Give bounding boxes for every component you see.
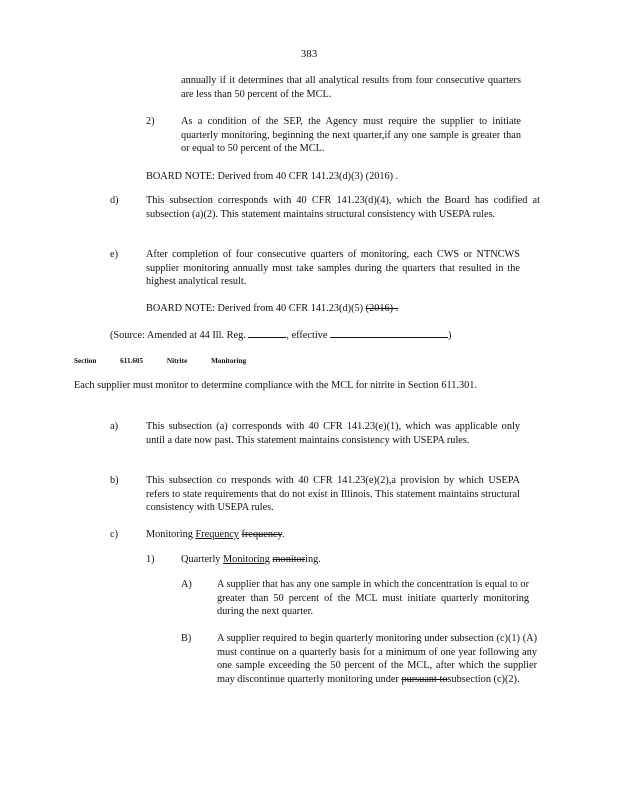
- reg-blank: [248, 327, 286, 338]
- inserted-word: Frequency: [195, 529, 239, 540]
- c-suffix: .: [282, 529, 285, 540]
- deleted-word: frequency: [241, 529, 283, 540]
- item-a-text: This subsection (a) corresponds with 40 CFR 141.23(e)(1), which was applicable only until a date now past. This statement maintains consistency with USEPA rules.: [146, 421, 520, 446]
- item-B-text: [217, 632, 537, 686]
- section-intro: Each supplier must monitor to determine compliance with the MCL for nitrite in Section 611.301.: [74, 380, 478, 391]
- source-end: ): [447, 330, 452, 341]
- item-label-B: B): [181, 633, 192, 644]
- inserted-word: Monitoring: [223, 554, 270, 565]
- section-heading: Section 611.605 Nitrite Monitoring: [74, 357, 247, 365]
- c1-suffix: ing.: [305, 554, 321, 565]
- effective-blank: [330, 327, 448, 338]
- item-label-c: c): [110, 529, 118, 540]
- subsection-continuation: annually if it determines that all analytical results from four consecutive quarters are less than 50 percent of the MCL.: [181, 75, 521, 100]
- item-b-text: This subsection co rresponds with 40 CFR 141.23(e)(2),a provision by which USEPA refers to state requirements that do not exist in Illinois. This statement maintains structural consistency with USEPA rules.: [146, 475, 520, 514]
- deleted-word: monitor: [272, 554, 306, 565]
- item-label-e: e): [110, 249, 118, 260]
- item-label-b: b): [110, 475, 119, 486]
- B-text-part-2: subsection (c)(2).: [447, 673, 520, 685]
- page-number: 383: [300, 48, 318, 60]
- c-prefix: Monitoring: [146, 529, 193, 540]
- source-prefix: (Source: Amended at 44 Ill. Reg.: [110, 330, 246, 341]
- source-mid: , effective: [286, 330, 328, 341]
- item-d-text: This subsection corresponds with 40 CFR 141.23(d)(4), which the Board has codified at subsection (a)(2). This statement maintains structural consistency with USEPA rules.: [146, 195, 540, 220]
- c1-prefix: Quarterly: [181, 554, 221, 565]
- B-text-part-1: A supplier required to begin quarterly monitoring under subsection (c)(1) (A) must continue on a quarterly basis for a minimum of one year following any one sample exceeding the 50 percent of the MCL, after which the supplier may discontinue quarterly monitoring under: [217, 633, 537, 685]
- item-2-text: As a condition of the SEP, the Agency must require the supplier to initiate quarterly monitoring, beginning the next quarter,if any one sample is greater than or equal to 50 percent of the MCL.: [181, 116, 521, 155]
- item-label-2: 2): [146, 116, 155, 127]
- struck-text: pursuant to: [401, 673, 448, 685]
- item-c-text: [146, 528, 446, 542]
- board-note-2: [146, 302, 466, 316]
- struck-year: (2016) .: [365, 303, 399, 314]
- item-e-text: After completion of four consecutive quarters of monitoring, each CWS or NTNCWS supplier monitoring annually must take samples during the quarters that resulted in the highest analytical result.: [146, 249, 520, 288]
- board-note-2-prefix: BOARD NOTE: Derived from 40 CFR 141.23(d)(5): [146, 303, 364, 314]
- item-label-1: 1): [146, 554, 155, 565]
- item-label-A: A): [181, 579, 192, 590]
- item-label-d: d): [110, 195, 119, 206]
- item-label-a: a): [110, 421, 118, 432]
- source-note: [110, 327, 530, 343]
- board-note-1: BOARD NOTE: Derived from 40 CFR 141.23(d)(3) (2016) .: [146, 171, 399, 182]
- item-1-text: [181, 553, 481, 567]
- item-A-text: A supplier that has any one sample in which the concentration is equal to or greater than 50 percent of the MCL must initiate quarterly monitoring during the next quarter.: [217, 579, 529, 618]
